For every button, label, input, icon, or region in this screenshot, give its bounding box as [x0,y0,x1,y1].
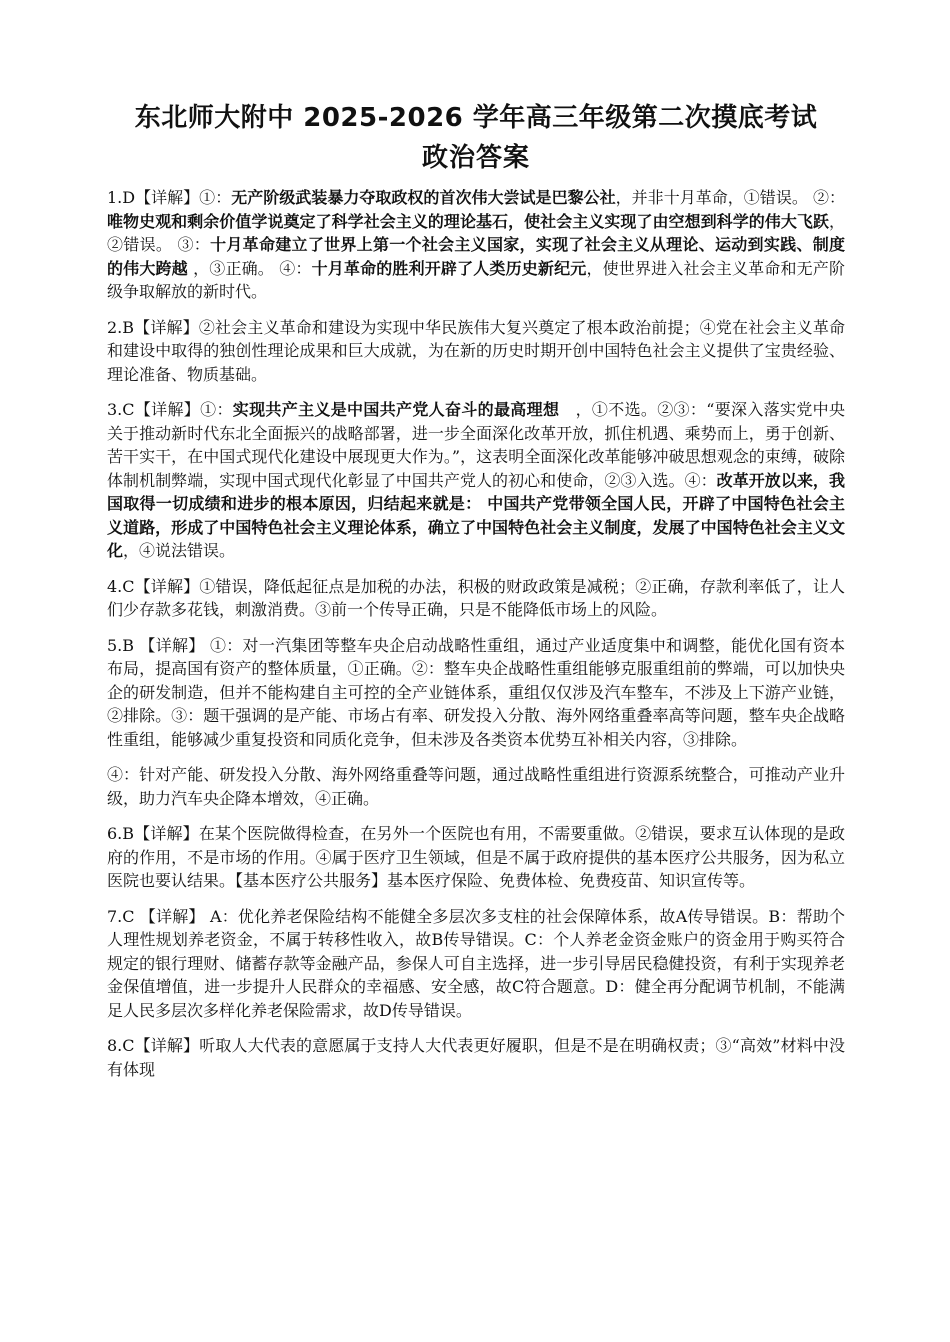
answer-text: 5.B 【详解】 ①：对一汽集团等整车央企启动战略性重组，通过产业适度集中和调整，能优化国有资本布局，提高国有资产的整体质量，①正确。②：整车央企战略性重组能够克服重组前的弊端，可以加快央企的研发制造，但并不能构建自主可控的全产业链体系，重组仅仅涉及汽车整车，不涉及上下游产业链，②排除。③：题干强调的是产能、市场占有率、研发投入分散、海外网络重叠率高等问题，整车央企战略性重组，能够减少重复投资和同质化竞争，但未涉及各类资本优势互补相关内容，③排除。 [107,635,845,749]
answer-emphasis-text: 改革开放以来，我国取得一切成绩和进步的根本原因，归结起来就是： 中国共产党带领全国人民，开辟了中国特色社会主义道路，形成了中国特色社会主义理论体系，确立了中国特色社会主义制度，发展了中国特色社会主义文化 [107,470,845,560]
answer-q2 [107,316,845,387]
answer-text: ，②错误。 ③： [107,211,845,254]
answer-q8 [107,1034,845,1081]
answer-text: 4.C【详解】①错误，降低起征点是加税的办法，积极的财政政策是减税；②正确，存款利率低了，让人们少存款多花钱，刺激消费。③前一个传导正确，只是不能降低市场上的风险。 [107,576,845,619]
answer-q5-continued [107,763,845,810]
answer-text: ④：针对产能、研发投入分散、海外网络重叠等问题，通过战略性重组进行资源系统整合，可推动产业升级，助力汽车央企降本增效，④正确。 [107,765,845,808]
document-title: 东北师大附中 2025-2026 学年高三年级第二次摸底考试 [134,103,818,133]
answer-text: ，④说法错误。 [123,541,236,560]
answer-text: ，①不选。②③：“要深入落实党中央关于推动新时代东北全面振兴的战略部署，进一步全面深化改革开放，抓住机遇、乘势而上，勇于创新、苦干实干，在中国式现代化建设中展现更大作为。”，这表明全面深化改革能够冲破思想观念的束缚，破除体制机制弊端，实现中国式现代化彰显了中国共产党人的初心和使命，②③入选。④： [107,400,845,490]
answer-q1 [107,186,845,304]
answer-text: 7.C 【详解】 A：优化养老保险结构不能健全多层次多支柱的社会保障体系，故A传导错误。B：帮助个人理性规划养老资金，不属于转移性收入，故B传导错误。C：个人养老金资金账户的资金用于购买符合规定的银行理财、储蓄存款等金融产品，参保人可自主选择，进一步引导居民稳健投资，有利于实现养老金保值增值，进一步提升人民群众的幸福感、安全感，故C符合题意。D：健全再分配调节机制，不能满足人民多层次多样化养老保险需求，故D传导错误。 [107,906,845,1020]
answer-q6 [107,822,845,893]
answer-text: 1.D【详解】①： [107,188,232,207]
answer-q4 [107,575,845,622]
answer-q5 [107,634,845,752]
answer-emphasis-text: 无产阶级武装暴力夺取政权的首次伟大尝试是巴黎公社 [231,188,616,207]
answer-text: 2.B【详解】②社会主义革命和建设为实现中华民族伟大复兴奠定了根本政治前提；④党在社会主义革命和建设中取得的独创性理论成果和巨大成就，为在新的历史时期开创中国特色社会主义提供了宝贵经验、理论准备、物质基础。 [107,317,845,384]
answer-emphasis-text: 十月革命建立了世界上第一个社会主义国家，实现了社会主义从理论、运动到实践、制度的伟大跨越 [107,235,845,278]
document-subtitle: 政治答案 [421,143,530,173]
answer-emphasis-text: 十月革命的胜利开辟了人类历史新纪元 [311,258,587,278]
answer-text: 6.B【详解】在某个医院做得检查，在另外一个医院也有用，不需要重做。②错误，要求互认体现的是政府的作用，不是市场的作用。④属于医疗卫生领域，但是不属于政府提供的基本医疗公共服务，因为私立医院也要认结果。【基本医疗公共服务】基本医疗保险、免费体检、免费疫苗、知识宣传等。 [107,824,845,890]
answer-emphasis-text: 实现共产主义是中国共产党人奋斗的最高理想 [232,400,560,419]
answer-text: ，③正确。 ④： [187,258,312,278]
answer-q3 [107,398,845,563]
answer-emphasis-text: 唯物史观和剩余价值学说奠定了科学社会主义的理论基石，使社会主义实现了由空想到科学的伟大飞跃 [107,211,829,231]
answer-text: 3.C【详解】①： [107,400,233,419]
answer-q7 [107,905,845,1023]
answer-text: 8.C【详解】听取人大代表的意愿属于支持人大代表更好履职，但是不是在明确权责；③“高效”材料中没有体现 [107,1036,845,1079]
answer-text: ，并非十月革命，①错误。 ②： [615,188,845,207]
answer-text: ，使世界进入社会主义革命和无产阶级争取解放的新时代。 [107,258,845,301]
